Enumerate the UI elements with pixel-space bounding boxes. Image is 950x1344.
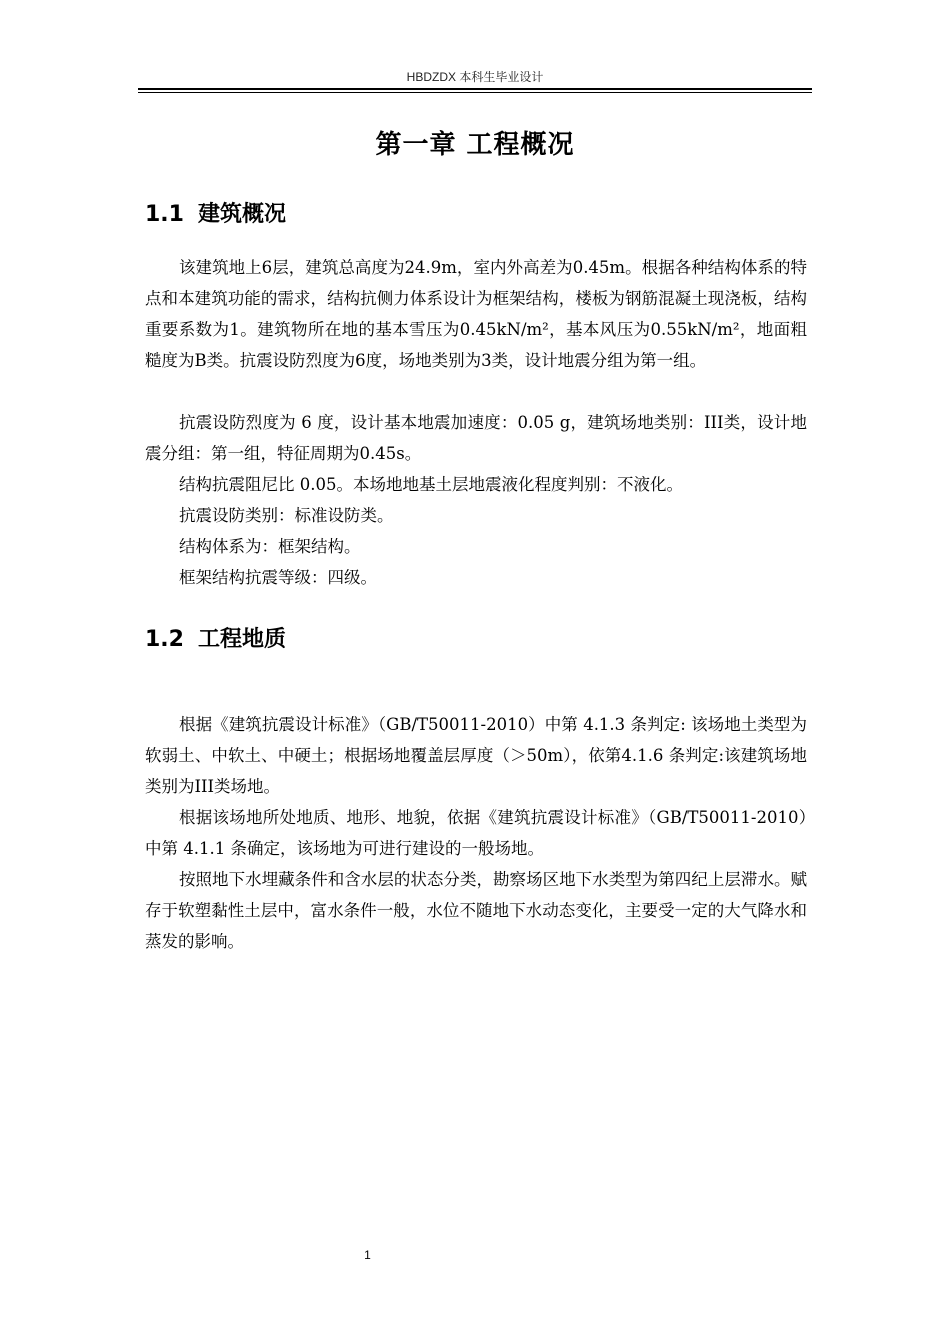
chapter-title: 第一章 工程概况 — [375, 130, 575, 160]
section-title-text: 工程地质 — [197, 627, 286, 652]
page-header: HBDZDX 本科生毕业设计 — [406, 70, 544, 84]
section-heading-1-1 — [145, 197, 286, 228]
header-divider — [138, 88, 812, 90]
paragraph-seismic-grade: 框架结构抗震等级：四级。 — [179, 568, 377, 587]
paragraph-seismic-intensity: 抗震设防烈度为 6 度，设计基本地震加速度：0.05 g，建筑场地类别：III类，设计地震分组：第一组，特征周期为0.45s。 — [145, 413, 807, 463]
section-number: 1.1 — [145, 202, 184, 227]
section-title-text: 建筑概况 — [197, 202, 286, 227]
section-number: 1.2 — [145, 627, 184, 652]
paragraph-general-site: 根据该场地所处地质、地形、地貌，依据《建筑抗震设计标准》（GB/T50011-2010）中第 4.1.1 条确定，该场地为可进行建设的一般场地。 — [145, 808, 807, 858]
page-number: 1 — [364, 1248, 371, 1262]
header-divider-thin — [138, 92, 812, 93]
paragraph-damping-ratio: 结构抗震阻尼比 0.05。本场地地基土层地震液化程度判别：不液化。 — [179, 475, 683, 494]
paragraph-site-soil-type: 根据《建筑抗震设计标准》（GB/T50011-2010）中第 4.1.3 条判定: 该场地土类型为软弱土、中软土、中硬土；根据场地覆盖层厚度（＞50m），依第4.1.6 条判定:该建筑场地类别为III类场地。 — [145, 715, 807, 796]
paragraph-building-overview: 该建筑地上6层，建筑总高度为24.9m，室内外高差为0.45m。根据各种结构体系的特点和本建筑功能的需求，结构抗侧力体系设计为框架结构，楼板为钢筋混凝土现浇板，结构重要系数为1。建筑物所在地的基本雪压为0.45kN/m²，基本风压为0.55kN/m²，地面粗糙度为B类。抗震设防烈度为6度，场地类别为3类，设计地震分组为第一组。 — [145, 258, 807, 370]
paragraph-structural-system: 结构体系为：框架结构。 — [179, 537, 361, 556]
paragraph-groundwater: 按照地下水埋藏条件和含水层的状态分类，勘察场区地下水类型为第四纪上层滞水。赋存于软塑黏性土层中，富水条件一般，水位不随地下水动态变化，主要受一定的大气降水和蒸发的影响。 — [145, 870, 807, 951]
paragraph-fortification-category: 抗震设防类别：标准设防类。 — [179, 506, 394, 525]
section-heading-1-2 — [145, 622, 286, 653]
